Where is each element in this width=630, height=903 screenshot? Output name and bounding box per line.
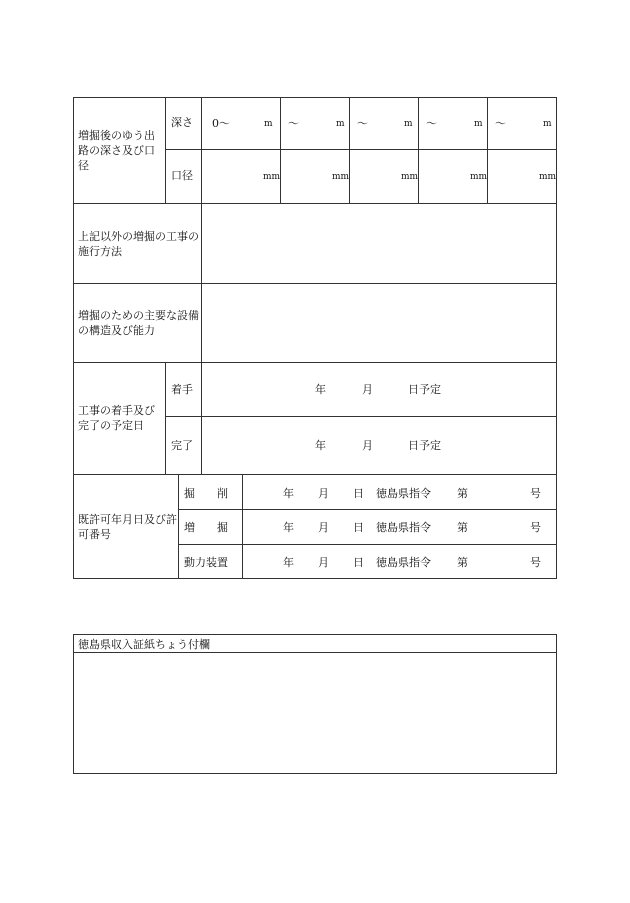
table-border-bottom <box>73 578 557 579</box>
permit-go-3: 号 <box>530 556 541 569</box>
permit-type-divider <box>242 474 243 578</box>
start-year: 年 <box>315 383 326 396</box>
diameter-unit-1: mm <box>263 172 281 182</box>
schedule-section-label: 工事の着手及び完了の予定日 <box>78 404 155 432</box>
permit-year-1: 年 <box>283 487 294 500</box>
permit-month-3: 月 <box>318 556 329 569</box>
depth-row-divider <box>165 149 557 150</box>
depth-unit-2: m <box>336 119 345 129</box>
depth-unit-5: m <box>543 119 552 129</box>
row-divider-4 <box>73 474 557 475</box>
permit-dai-2: 第 <box>457 521 468 534</box>
start-month: 月 <box>362 383 373 396</box>
end-day-planned: 日予定 <box>408 439 441 452</box>
permit-row-divider-2 <box>178 544 557 545</box>
depth-start-1: 0～ <box>212 117 230 130</box>
permit-issuer-2: 徳島県指令 <box>376 521 431 534</box>
schedule-row-divider <box>165 416 557 417</box>
permit-month-1: 月 <box>318 487 329 500</box>
label-column-divider <box>201 97 202 474</box>
permit-issuer-1: 徳島県指令 <box>376 487 431 500</box>
stamp-box-title: 徳島県収入証紙ちょう付欄 <box>78 638 210 651</box>
depth-col-divider-3 <box>418 97 419 203</box>
depth-label-divider <box>165 97 166 203</box>
permit-row-divider-1 <box>178 509 557 510</box>
equipment-section-label: 増掘のための主要な設備の構造及び能力 <box>78 309 199 337</box>
permit-section-label: 既許可年月日及び許可番号 <box>78 513 177 541</box>
permit-month-2: 月 <box>318 521 329 534</box>
depth-unit-3: m <box>404 119 413 129</box>
permit-go-1: 号 <box>530 487 541 500</box>
permit-type-deepening: 増 掘 <box>184 521 228 534</box>
permit-go-2: 号 <box>530 521 541 534</box>
permit-issuer-3: 徳島県指令 <box>376 556 431 569</box>
permit-dai-1: 第 <box>457 487 468 500</box>
diameter-unit-2: mm <box>332 172 350 182</box>
permit-year-2: 年 <box>283 521 294 534</box>
stamp-box-header-divider <box>73 652 557 653</box>
end-label: 完了 <box>171 439 193 452</box>
permit-type-excavation: 掘 削 <box>184 487 228 500</box>
depth-unit-4: m <box>474 119 483 129</box>
row-divider-3 <box>73 362 557 363</box>
method-section-label: 上記以外の増掘の工事の施行方法 <box>78 230 199 258</box>
row-divider-2 <box>73 283 557 284</box>
row-divider-1 <box>73 203 557 204</box>
permit-dai-3: 第 <box>457 556 468 569</box>
permit-year-3: 年 <box>283 556 294 569</box>
depth-start-5: ～ <box>495 117 506 130</box>
start-label: 着手 <box>171 383 193 396</box>
table-border-top <box>73 97 557 98</box>
depth-col-divider-1 <box>280 97 281 203</box>
table-border-right <box>556 97 557 579</box>
permit-day-3: 日 <box>353 556 364 569</box>
permit-day-1: 日 <box>353 487 364 500</box>
permit-type-power-unit: 動力装置 <box>184 556 228 569</box>
depth-section-label: 増掘後のゆう出路の深さ及び口径 <box>78 129 155 172</box>
diameter-label: 口径 <box>171 169 193 182</box>
depth-start-4: ～ <box>426 117 437 130</box>
depth-start-3: ～ <box>357 117 368 130</box>
permit-day-2: 日 <box>353 521 364 534</box>
depth-col-divider-4 <box>487 97 488 203</box>
table-border-left <box>73 97 74 579</box>
end-year: 年 <box>315 439 326 452</box>
stamp-box <box>73 634 557 774</box>
depth-start-2: ～ <box>288 117 299 130</box>
depth-col-divider-2 <box>349 97 350 203</box>
depth-unit-1: m <box>264 119 273 129</box>
start-day-planned: 日予定 <box>408 383 441 396</box>
diameter-unit-4: mm <box>470 172 488 182</box>
diameter-unit-3: mm <box>401 172 419 182</box>
end-month: 月 <box>362 439 373 452</box>
depth-label: 深さ <box>171 116 193 129</box>
permit-label-divider <box>178 474 179 578</box>
diameter-unit-5: mm <box>539 172 557 182</box>
schedule-label-divider <box>165 362 166 474</box>
